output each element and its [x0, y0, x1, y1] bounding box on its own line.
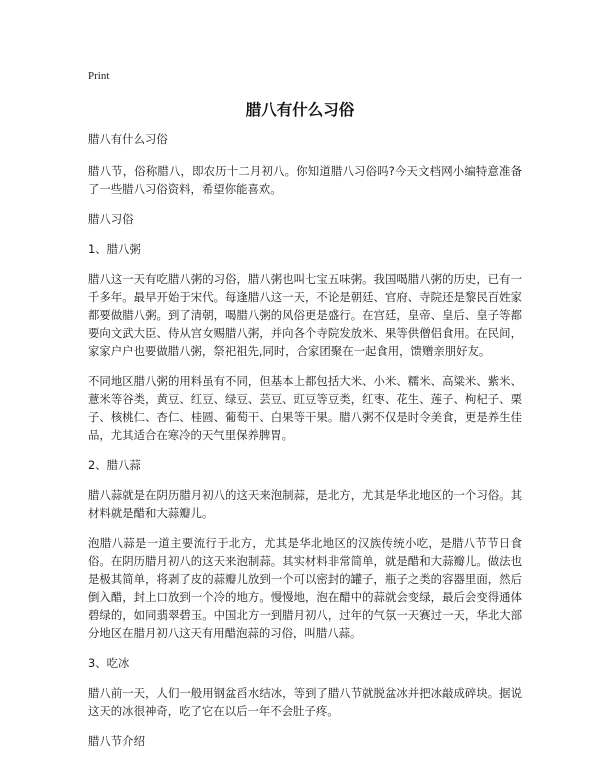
item-heading: 3、吃冰	[88, 656, 130, 670]
body-paragraph: 不同地区腊八粥的用料虽有不同，但基本上都包括大米、小米、糯米、高粱米、紫米、薏米等谷类，黄豆、红豆、绿豆、芸豆、豇豆等豆类，红枣、花生、莲子、枸杞子、栗子、核桃仁、杏仁、桂圆、葡萄干、白果等干果。腊八粥不仅是时令美食，更是养生佳品，尤其适合在寒冷的天气里保养脾胃。	[88, 374, 522, 442]
closing-heading: 腊八节介绍	[88, 734, 145, 748]
item-heading: 1、腊八粥	[88, 242, 141, 256]
document-subtitle: 腊八有什么习俗	[88, 132, 168, 146]
section-heading: 腊八习俗	[88, 212, 134, 226]
body-paragraph: 腊八前一天，人们一般用钢盆舀水结冰，等到了腊八节就脱盆冰并把冰敲成碎块。据说这天的冰很神奇，吃了它在以后一年不会肚子疼。	[88, 686, 522, 718]
body-paragraph: 泡腊八蒜是一道主要流行于北方，尤其是华北地区的汉族传统小吃，是腊八节节日食俗。在阴历腊月初八的这天来泡制蒜。其实材料非常简单，就是醋和大蒜瓣儿。做法也是极其简单，将剥了皮的蒜瓣儿放到一个可以密封的罐子，瓶子之类的容器里面，然后倒入醋，封上口放到一个冷的地方。慢慢地，泡在醋中的蒜就会变绿，最后会变得通体碧绿的，如同翡翠碧玉。中国北方一到腊月初八，过年的气氛一天赛过一天，华北大部分地区在腊月初八这天有用醋泡蒜的习俗，叫腊八蒜。	[88, 536, 522, 640]
document-body	[88, 130, 522, 750]
intro-paragraph: 腊八节，俗称腊八，即农历十二月初八。你知道腊八习俗吗?今天文档网小编特意准备了一些腊八习俗资料，希望你能喜欢。	[88, 164, 522, 196]
body-paragraph: 腊八这一天有吃腊八粥的习俗，腊八粥也叫七宝五味粥。我国喝腊八粥的历史，已有一千多年。最早开始于宋代。每逢腊八这一天，不论是朝廷、官府、寺院还是黎民百姓家都要做腊八粥。到了清朝，喝腊八粥的风俗更是盛行。在宫廷，皇帝、皇后、皇子等都要向文武大臣、侍从宫女赐腊八粥，并向各个寺院发放米、果等供僧侣食用。在民间，家家户户也要做腊八粥，祭祀祖先,同时，合家团聚在一起食用，馈赠亲朋好友。	[88, 272, 522, 358]
body-paragraph: 腊八蒜就是在阴历腊月初八的这天来泡制蒜，是北方，尤其是华北地区的一个习俗。其材料就是醋和大蒜瓣儿。	[88, 488, 522, 520]
item-heading: 2、腊八蒜	[88, 458, 141, 472]
print-label: Print	[88, 70, 110, 82]
document-title: 腊八有什么习俗	[245, 101, 355, 119]
